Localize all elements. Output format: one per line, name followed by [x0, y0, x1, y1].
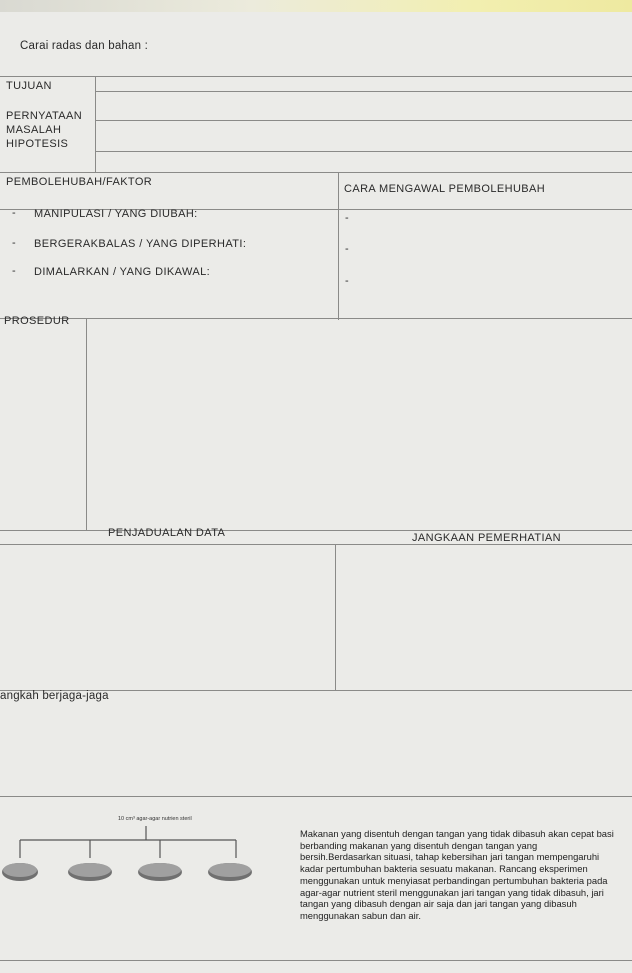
agar-label: 10 cm³ agar-agar nutrien steril	[118, 816, 192, 822]
form-line	[95, 91, 632, 92]
expected-observation-header: JANGKAAN PEMERHATIAN	[412, 532, 561, 544]
variables-divider	[338, 172, 339, 320]
bullet: -	[12, 265, 17, 277]
form-line	[0, 172, 632, 173]
responding-variable-label: BERGERAKBALAS / YANG DIPERHATI:	[34, 238, 247, 250]
form-line	[95, 151, 632, 152]
data-tabulation-header: PENJADUALAN DATA	[108, 527, 226, 539]
control-method-header: CARA MENGAWAL PEMBOLEHUBAH	[344, 183, 546, 195]
table-line	[0, 796, 632, 797]
procedure-divider	[86, 318, 87, 530]
experiment-diagram	[0, 820, 290, 890]
masalah-label: MASALAH	[6, 124, 62, 136]
form-divider	[95, 76, 96, 172]
experiment-situation-text: Makanan yang disentuh dengan tangan yang tidak dibasuh akan cepat basi berbanding makanan yang disentuh dengan tangan yang bersih.Berdasarkan situasi, tahap kebersihan jari tangan mempengaruhi kadar pertumbuhan bakteria sesuatu makanan. Rancang eksperimen menggunakan untuk menyiasat perbandingan pertumbuhan bakteria pada agar-agar nutrient steril menggunakan jari tangan yang tidak dibasuh, jari tangan yang dibasuh dengan air saja dan jari tangan yang dibasuh menggunakan sabun dan air.	[300, 828, 614, 921]
petri-dish-icon	[2, 863, 38, 881]
petri-dish-icon	[68, 863, 112, 881]
bullet: -	[345, 212, 350, 224]
petri-dish-icon	[138, 863, 182, 881]
bullet: -	[345, 243, 350, 255]
petri-dish-icon	[208, 863, 252, 881]
tujuan-label: TUJUAN	[6, 80, 52, 92]
bullet: -	[12, 207, 17, 219]
bullet: -	[345, 275, 350, 287]
table-line	[0, 544, 632, 545]
hipotesis-label: HIPOTESIS	[6, 138, 69, 150]
table-line	[0, 530, 632, 531]
instruction-text: Carai radas dan bahan :	[20, 40, 148, 52]
procedure-label: PROSEDUR	[4, 315, 70, 327]
constant-variable-label: DIMALARKAN / YANG DIKAWAL:	[34, 266, 211, 278]
table-line	[0, 960, 632, 961]
variables-header: PEMBOLEHUBAH/FAKTOR	[6, 176, 153, 188]
pernyataan-label: PERNYATAAN	[6, 110, 83, 122]
form-line	[95, 120, 632, 121]
manipulated-variable-label: MANIPULASI / YANG DIUBAH:	[34, 208, 198, 220]
data-divider	[335, 544, 336, 690]
precautions-label: angkah berjaga-jaga	[0, 690, 109, 702]
table-line	[0, 318, 632, 319]
bullet: -	[12, 237, 17, 249]
